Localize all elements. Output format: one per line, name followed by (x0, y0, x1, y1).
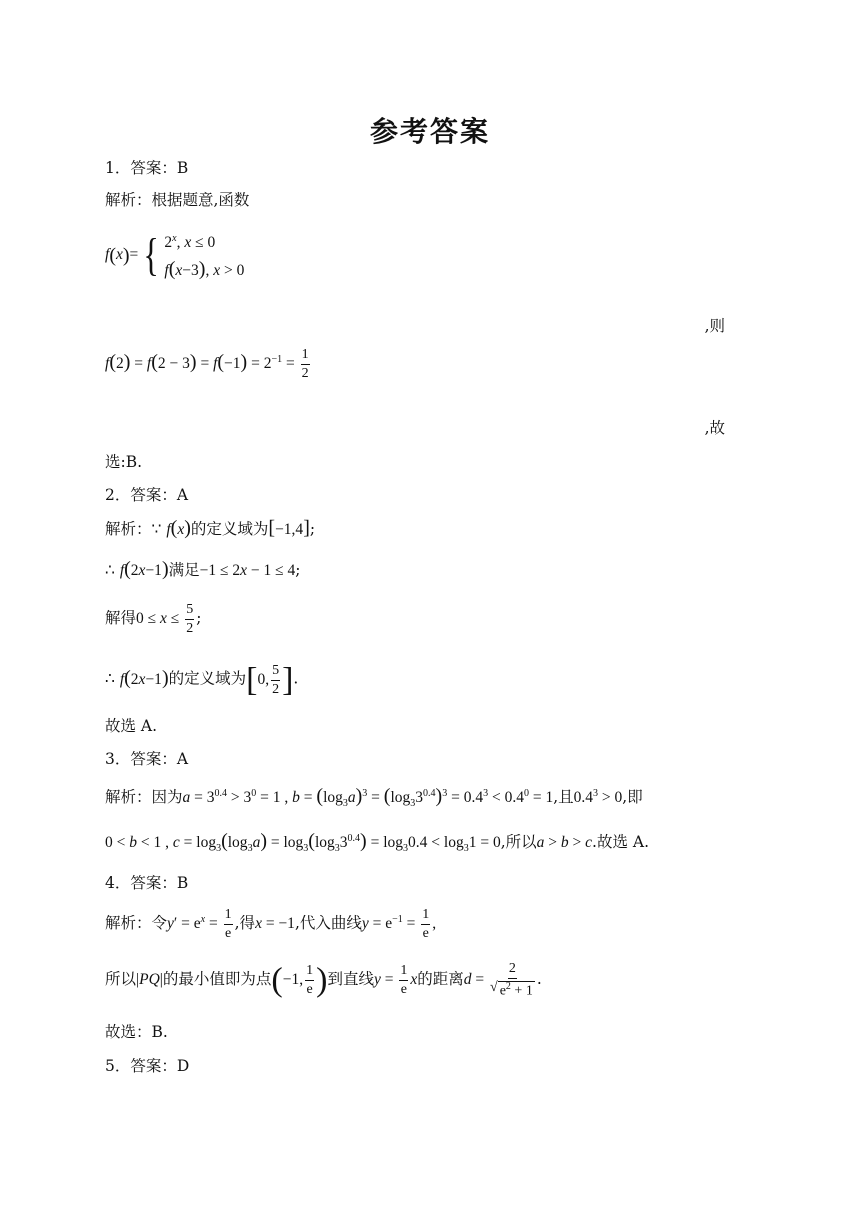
q2-line1: 解析：∵ f(x)的定义域为[−1,4]; (105, 517, 316, 539)
q3-line1: 解析：因为$a = 3^{0.4} > 3^0 = 1$ , $b = (\log_3a)^3 = (\log_33^{0.4})^3 = 0.4^3 < 0.4^0 = 1$,且$0.4^3 > 0$,即 (105, 785, 643, 810)
q2-answer: 2．答案：A (105, 486, 189, 504)
q1-analysis: 解析：根据题意,函数 (105, 191, 250, 209)
q1-so: ,故 (704, 419, 725, 437)
q3-line2: 0 < b < 1 , $c = \log_3(\log_3a) = \log_3(\log_33^{0.4}) = \log_30.4 < \log_31 = 0$,所以a > b > c.故选 A. (105, 830, 650, 855)
q1-answer: 1．答案：B (105, 159, 189, 177)
q2-line2: ∴ f(2x−1)满足−1 ≤ 2x − 1 ≤ 4; (105, 558, 301, 580)
q2-line3: 解得0 ≤ x ≤ $\frac{5}{2}$ ; (105, 602, 202, 636)
q2-line4: ∴ f(2x−1)的定义域为[0, $\frac{5}{2}$ ]. (105, 661, 299, 698)
q4-line1: 解析：令$y' = e^x$ = $\frac{1}{e}$ ,得x = −1,代入曲线$y = e^{-1}$ = $\frac{1}{e}$ , (105, 907, 437, 941)
q4-choose: 故选：B. (105, 1023, 168, 1041)
page-title: 参考答案 (369, 115, 490, 148)
q3-answer: 3．答案：A (105, 750, 189, 768)
q4-answer: 4．答案：B (105, 874, 189, 892)
q1-choose: 选:B. (105, 453, 143, 471)
q1-piecewise: f(x)= { 2$^x$, x ≤ 0 f(x−3), x > 0 (105, 229, 245, 281)
q1-then: ,则 (704, 317, 725, 335)
q5-answer: 5．答案：D (105, 1057, 190, 1075)
q2-choose: 故选 A. (105, 717, 158, 735)
q4-line2: 所以|PQ|的最小值即为点(−1, $\frac{1}{e}$ )到直线y = $\frac{1}{e}$ x的距离d = 2 √ $e^2 + 1$ . (105, 961, 542, 999)
q1-calc: $f(2) = f(2 - 3) = f(-1) = 2^{-1}$ = $\frac{1}{2}$ (105, 347, 309, 381)
